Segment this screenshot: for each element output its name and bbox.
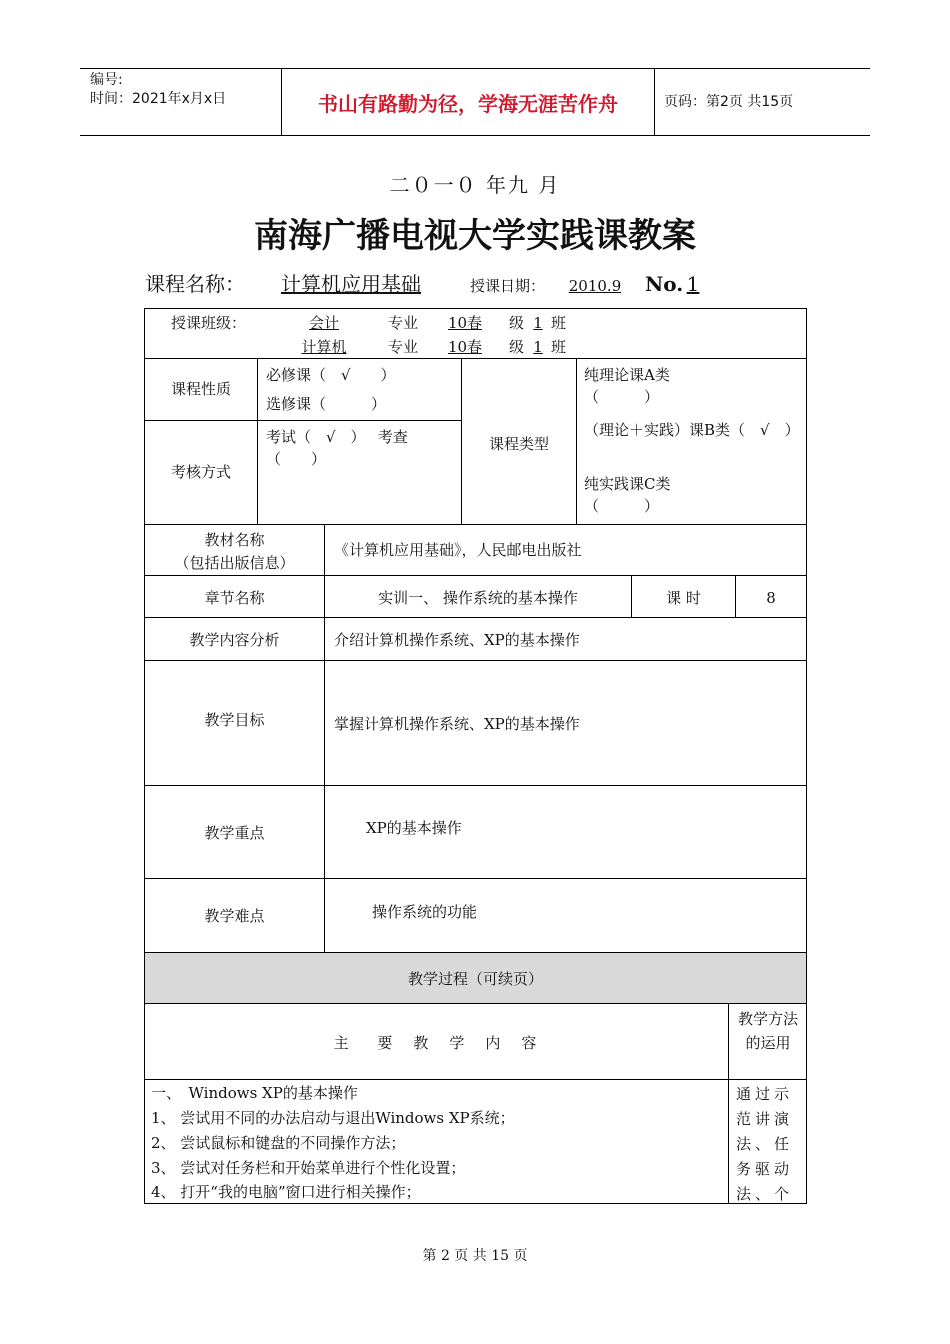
class-2-grade: 10春 (447, 338, 483, 356)
date-line: 二０一０ 年九 月 (389, 173, 561, 197)
course-no-value: 1 (686, 272, 700, 296)
time-label: 时间：2021年x月x日 (90, 91, 227, 107)
course-no-label: No. (645, 272, 684, 296)
textbook-label-sub: （包括出版信息） (174, 554, 295, 572)
list-item: 一、 Windows XP的基本操作 (151, 1084, 358, 1102)
analysis-value: 介绍计算机操作系统、XP的基本操作 (334, 631, 580, 649)
page-label: 页码：第2页 共15页 (664, 94, 794, 110)
assessment-text: 考试（ √ ） 考查（ ） (266, 428, 408, 468)
process-method-text: 通过示范讲演法、任务驱动法、个 (736, 1085, 794, 1203)
course-type-label: 课程类型 (488, 435, 549, 453)
motto: 书山有路勤为径，学海无涯苦作舟 (318, 92, 618, 116)
class-label: 授课班级： (171, 314, 247, 332)
nature-required: 必修课（ √ ） (266, 366, 396, 384)
class-1-grade: 10春 (447, 314, 483, 332)
process-method-header: 教学方法的运用 (738, 1010, 799, 1052)
chapter-label: 章节名称 (204, 589, 265, 607)
process-content-header: 主 要 教 学 内 容 (333, 1034, 540, 1052)
course-name-label: 课程名称： (145, 272, 245, 296)
nature-elective: 选修课（ ） (266, 395, 387, 413)
class-1-major-label: 专业 (388, 314, 419, 332)
course-date-value: 2010.9 (568, 277, 622, 295)
class-2-num: 1 (533, 338, 543, 356)
assessment-label: 考核方式 (170, 463, 231, 481)
nature-label: 课程性质 (170, 380, 231, 398)
hours-value: 8 (766, 589, 776, 607)
page-footer: 第 2 页 共 15 页 (422, 1248, 528, 1264)
course-date-label: 授课日期： (470, 277, 546, 295)
difficulty-label: 教学难点 (204, 907, 265, 925)
course-type-b: （理论＋实践）课B类（ √ ） (584, 421, 800, 439)
class-1-ban: 班 (551, 314, 567, 332)
serial-label: 编号: (90, 72, 123, 88)
class-2-name: 计算机 (301, 338, 347, 356)
keypoint-label: 教学重点 (204, 824, 265, 842)
chapter-value: 实训一、 操作系统的基本操作 (378, 589, 578, 607)
analysis-label: 教学内容分析 (189, 631, 280, 649)
objective-value: 掌握计算机操作系统、XP的基本操作 (334, 715, 580, 733)
class-2-ban: 班 (551, 338, 567, 356)
page-title: 南海广播电视大学实践课教案 (254, 216, 696, 256)
class-2-major-label: 专业 (388, 338, 419, 356)
textbook-value: 《计算机应用基础》，人民邮电出版社 (334, 541, 582, 559)
hours-label: 课 时 (666, 589, 701, 607)
course-name-value: 计算机应用基础 (281, 272, 421, 296)
process-title: 教学过程（可续页） (407, 970, 543, 988)
textbook-label: 教材名称 (204, 531, 265, 549)
class-1-level-label: 级 (509, 314, 525, 332)
objective-label: 教学目标 (204, 711, 265, 729)
list-item: 3、 尝试对任务栏和开始菜单进行个性化设置； (151, 1159, 466, 1177)
class-1-name: 会计 (308, 314, 339, 332)
course-type-c: 纯实践课C类 （ ） (584, 475, 746, 515)
class-2-level-label: 级 (509, 338, 525, 356)
list-item: 4、 打开“我的电脑”窗口进行相关操作； (151, 1183, 421, 1201)
class-1-num: 1 (533, 314, 543, 332)
difficulty-value: 操作系统的功能 (372, 903, 478, 921)
course-type-a: 纯理论课A类 （ ） (584, 366, 745, 406)
list-item: 1、 尝试用不同的办法启动与退出Windows XP系统； (151, 1109, 515, 1127)
keypoint-value: XP的基本操作 (366, 819, 462, 837)
list-item: 2、 尝试鼠标和键盘的不同操作方法； (151, 1134, 406, 1152)
